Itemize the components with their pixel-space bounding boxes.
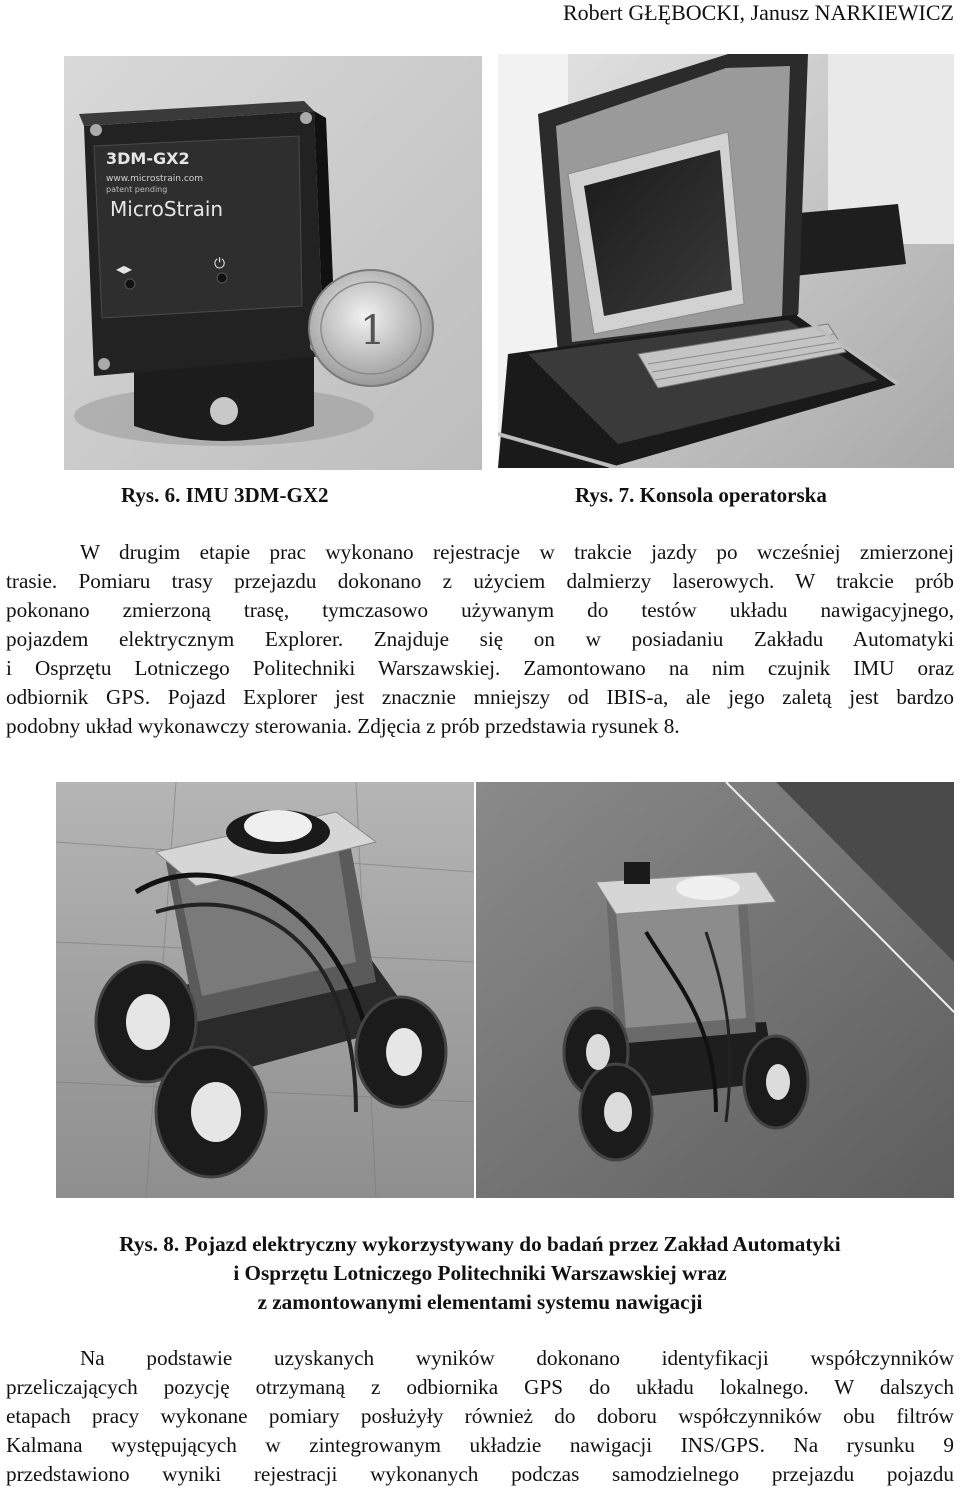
figure-8-photo-right [476,782,954,1198]
imu-photo-illustration [64,56,482,470]
arrows-icon: ◂▸ [116,259,133,278]
coin-digit: 1 [360,308,386,354]
paragraph-1-line: pojazdem elektrycznym Explorer. Znajduje się on w posiadaniu Zakładu Automatyki [6,627,954,651]
paragraph-2-line: Na podstawie uzyskanych wyników dokonano identyfikacji współczynników [80,1346,954,1370]
vehicle-photo-left-illustration [56,782,474,1198]
paragraph-1-line: i Osprzętu Lotniczego Politechniki Warszawskiej. Zamontowano na nim czujnik IMU oraz [6,656,954,680]
paragraph-1-line: trasie. Pomiaru trasy przejazdu dokonano z użyciem dalmierzy laserowych. W trakcie prób [6,569,954,593]
figure-8-caption-line: z zamontowanymi elementami systemu nawigacji [257,1290,703,1314]
paragraph-1-line: pokonano zmierzoną trasę, tymczasowo używanym do testów układu nawigacyjnego, [6,598,954,622]
paragraph-2-line: przeliczających pozycję otrzymaną z odbiornika GPS do układu lokalnego. W dalszych [6,1375,954,1399]
device-label: 3DM-GX2 [106,149,190,168]
device-url: www.microstrain.com [106,174,204,184]
figure-8-caption [0,1230,960,1317]
paragraph-1-line: odbiornik GPS. Pojazd Explorer jest znacznie mniejszy od IBIS-a, ale jego zaletą jest bardzo [6,685,954,709]
paragraph-1-line: W drugim etapie prac wykonano rejestracje w trakcie jazdy po wcześniej zmierzonej [80,540,954,564]
figure-8-caption-line: Rys. 8. Pojazd elektryczny wykorzystywany do badań przez Zakład Automatyki [119,1232,841,1256]
vehicle-photo-right-illustration [476,782,954,1198]
paragraph-1 [6,538,954,741]
paragraph-2 [6,1344,954,1489]
figure-8-photo-left [56,782,474,1198]
figure-6-caption: Rys. 6. IMU 3DM-GX2 [121,483,329,507]
paragraph-2-line: Kalmana występujących w zintegrowanym układzie nawigacji INS/GPS. Na rysunku 9 [6,1433,954,1457]
paragraph-2-line: przedstawiono wyniki rejestracji wykonanych podczas samodzielnego przejazdu pojazdu [6,1462,954,1486]
figure-7-photo [498,54,954,468]
figure-6-photo [64,56,482,470]
figure-7-caption: Rys. 7. Konsola operatorska [575,483,827,507]
paragraph-2-line: etapach pracy wykonane pomiary posłużyły również do doboru współczynników obu filtrów [6,1404,954,1428]
figure-8-caption-line: i Osprzętu Lotniczego Politechniki Warszawskiej wraz [233,1261,727,1285]
running-header: Robert GŁĘBOCKI, Janusz NARKIEWICZ [562,0,954,25]
console-photo-illustration [498,54,954,468]
device-patent: patent pending [106,185,168,194]
device-brand: MicroStrain [110,197,224,221]
paragraph-1-line: podobny układ wykonawczy sterowania. Zdjęcia z prób przedstawia rysunek 8. [6,714,680,738]
power-icon: ⏻ [214,256,226,272]
